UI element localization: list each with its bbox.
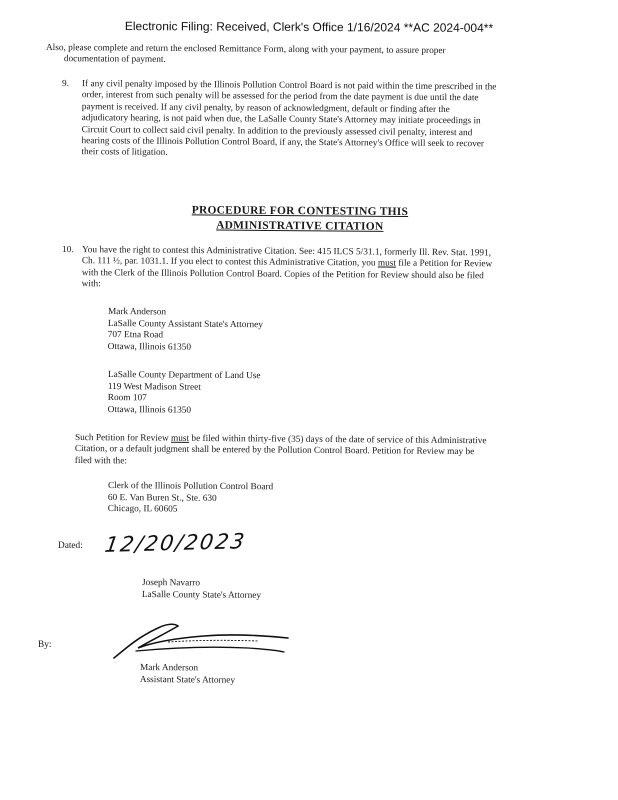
section-heading: [150, 203, 450, 235]
address-name: Clerk of the Illinois Pollution Control Board: [107, 481, 274, 493]
must-emphasis: must: [170, 433, 190, 444]
paragraph-item-9: [61, 79, 552, 163]
filing-notice-line: Citation, or a default judgment shall be entered by the Pollution Control Board. Petition for Review may be: [74, 444, 475, 458]
signatory-name: Mark Anderson: [139, 663, 199, 674]
item-9-line: payment is received. If any civil penalty, by reason of acknowledgment, default or finding after the: [81, 101, 450, 115]
address-street: 119 West Madison Street: [107, 381, 201, 393]
signatory-primary: [142, 578, 261, 602]
address-city: Ottawa, Illinois 61350: [107, 341, 192, 353]
address-street: 60 E. Van Buren St., Ste. 630: [107, 492, 217, 504]
address-street: 707 Etna Road: [107, 329, 164, 341]
item-9-line: adjudicatory hearing, is not paid when due, the LaSalle County State's Attorney may initiate proceedings in: [81, 113, 481, 127]
by-label: By:: [38, 640, 52, 650]
signatory-name: Joseph Navarro: [141, 578, 201, 589]
address-title: LaSalle County Assistant State's Attorney: [107, 318, 263, 330]
item-number: 10.: [61, 245, 74, 256]
address-name: Mark Anderson: [107, 307, 167, 318]
section-heading-line: ADMINISTRATIVE CITATION: [216, 219, 384, 233]
item-9-line: their costs of litigation.: [81, 147, 168, 159]
continuation-line: documentation of payment.: [63, 54, 166, 66]
item-10-line: You have the right to contest this Administrative Citation. See: 415 ILCS 5/31.1, formerly Ill. Rev. Stat. 1991,: [81, 245, 492, 259]
section-heading-line: PROCEDURE FOR CONTESTING THIS: [191, 204, 409, 219]
item-10-line: with:: [81, 279, 101, 290]
address-city: Ottawa, Illinois 61350: [107, 404, 192, 416]
address-room: Room 107: [107, 392, 147, 404]
address-city: Chicago, IL 60605: [107, 503, 178, 515]
continuation-line: Also, please complete and return the enclosed Remittance Form, along with your payment, to assure proper: [45, 43, 446, 57]
handwritten-date: 12/20/2023: [103, 529, 248, 557]
address-name: LaSalle County Department of Land Use: [107, 370, 261, 382]
item-9-line: hearing costs of the Illinois Pollution Control Board, if any, the State's Attorney's Office will seek to recover: [81, 136, 485, 150]
address-clerk: [108, 481, 274, 517]
filing-notice-line: filed with the:: [74, 455, 127, 467]
item-10-text: file a Petition for Review: [395, 259, 493, 270]
signature-graphic: [108, 618, 298, 666]
filing-notice-text: be filed within thirty-five (35) days of the date of service of this Administrative: [189, 433, 487, 447]
filing-notice-text: Such Petition for Review: [74, 433, 172, 444]
signatory-title: LaSalle County State's Attorney: [141, 589, 262, 601]
item-9-line: If any civil penalty imposed by the Illinois Pollution Control Board is not paid within the time prescribed in the: [81, 79, 497, 93]
filing-notice-paragraph: [75, 433, 545, 471]
filing-stamp: Electronic Filing: Received, Clerk's Office 1/16/2024 **AC 2024-004**: [124, 19, 494, 35]
item-10-text: Ch. 111 ½, par. 1031.1. If you elect to contest this Administrative Citation, you: [81, 256, 378, 269]
dated-label: Dated:: [58, 541, 83, 551]
item-9-line: order, interest from such penalty will be assessed for the period from the date payment is due until the date: [81, 90, 479, 104]
address-states-attorney: [108, 307, 263, 354]
continuation-paragraph: [46, 43, 516, 70]
signatory-secondary: [140, 663, 235, 687]
item-9-line: Circuit Court to collect said civil penalty. In addition to the previously assessed civil penalty, interest and: [81, 124, 473, 138]
item-number: 9.: [61, 79, 69, 90]
signatory-title: Assistant State's Attorney: [139, 674, 236, 686]
must-emphasis: must: [377, 258, 397, 270]
paragraph-item-10: [62, 245, 547, 294]
item-10-line: with the Clerk of the Illinois Pollution Control Board. Copies of the Petition for Review should also be filed: [81, 267, 484, 282]
item-9-body: [81, 79, 496, 162]
item-10-body: [82, 245, 493, 294]
address-land-use: [108, 370, 261, 417]
